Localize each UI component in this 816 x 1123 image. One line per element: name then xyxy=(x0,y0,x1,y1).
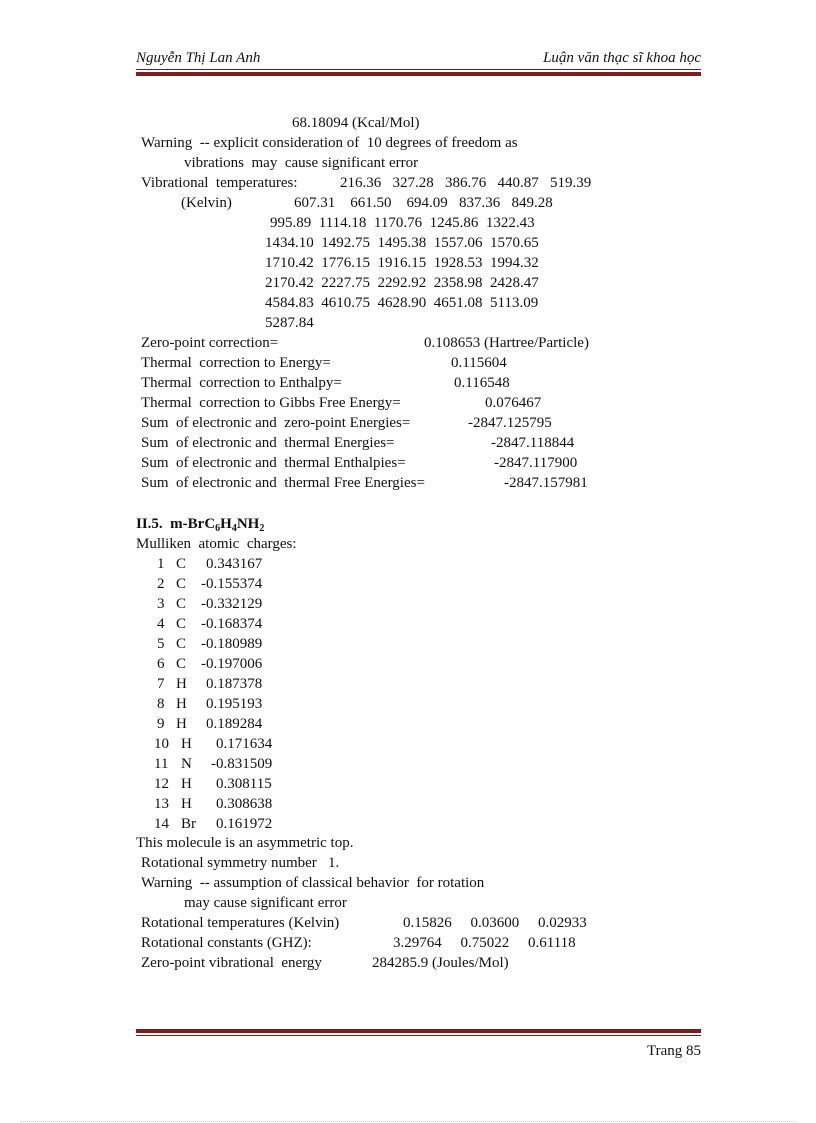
sum-thermal-energies-label: Sum of electronic and thermal Energies= xyxy=(141,435,395,451)
mulliken-atom-charge: -0.831509 xyxy=(211,756,273,772)
mulliken-atom-charge: 0.161972 xyxy=(216,816,273,832)
sum-thermal-free-energies-label: Sum of electronic and thermal Free Energies= xyxy=(141,475,425,491)
vibrational-temperatures-label: Vibrational temperatures: xyxy=(141,175,298,191)
mulliken-atom-index: 14 xyxy=(154,816,169,832)
mulliken-atom-charge: -0.155374 xyxy=(201,576,263,592)
mulliken-atom-element: H xyxy=(176,716,187,732)
mulliken-atom-element: H xyxy=(181,776,192,792)
mulliken-atom-index: 10 xyxy=(154,736,169,752)
zero-point-correction-label: Zero-point correction= xyxy=(141,335,279,351)
mulliken-atom-index: 13 xyxy=(154,796,169,812)
rotation-warning-line-1: Warning -- assumption of classical behavior for rotation xyxy=(141,875,485,891)
page-bottom-border xyxy=(20,1121,796,1122)
mulliken-atom-index: 3 xyxy=(157,596,165,612)
mulliken-atom-charge: -0.332129 xyxy=(201,596,263,612)
mulliken-atom-element: N xyxy=(181,756,192,772)
vibrational-row-6: 2170.42 2227.75 2292.92 2358.98 2428.47 xyxy=(265,275,539,291)
mulliken-atom-element: C xyxy=(176,616,187,632)
mulliken-atom-index: 1 xyxy=(157,556,165,572)
sum-zero-point-value: -2847.125795 xyxy=(468,415,552,431)
section-heading-prefix: II.5. m-BrC xyxy=(136,516,216,532)
heading-nh: NH xyxy=(236,516,260,532)
thermal-gibbs-label: Thermal correction to Gibbs Free Energy= xyxy=(141,395,401,411)
mulliken-atom-index: 12 xyxy=(154,776,169,792)
mulliken-atom-index: 5 xyxy=(157,636,165,652)
header-rule-thick xyxy=(136,72,701,76)
vibrational-row-8: 5287.84 xyxy=(265,315,314,331)
mulliken-atom-index: 7 xyxy=(157,676,165,692)
vibrational-row-4: 1434.10 1492.75 1495.38 1557.06 1570.65 xyxy=(265,235,539,251)
thermal-gibbs-value: 0.076467 xyxy=(485,395,542,411)
asymmetric-top-line: This molecule is an asymmetric top. xyxy=(136,835,354,851)
sum-zero-point-label: Sum of electronic and zero-point Energies= xyxy=(141,415,411,431)
energy-continuation: 68.18094 (Kcal/Mol) xyxy=(292,115,420,131)
mulliken-atom-charge: -0.197006 xyxy=(201,656,263,672)
mulliken-atom-element: H xyxy=(176,696,187,712)
mulliken-atom-element: Br xyxy=(181,816,196,832)
mulliken-atom-charge: 0.195193 xyxy=(206,696,263,712)
mulliken-atom-index: 4 xyxy=(157,616,165,632)
heading-subscript-6: 6 xyxy=(215,523,221,534)
header-author: Nguyễn Thị Lan Anh xyxy=(136,50,261,66)
heading-subscript-2: 2 xyxy=(259,523,265,534)
mulliken-atom-index: 2 xyxy=(157,576,165,592)
sum-thermal-enthalpies-label: Sum of electronic and thermal Enthalpies= xyxy=(141,455,406,471)
sum-thermal-enthalpies-value: -2847.117900 xyxy=(494,455,578,471)
rotational-temperatures-label: Rotational temperatures (Kelvin) xyxy=(141,915,340,931)
mulliken-atom-charge: 0.189284 xyxy=(206,716,263,732)
header-thesis-title: Luận văn thạc sĩ khoa học xyxy=(543,50,701,66)
section-heading xyxy=(136,514,264,534)
heading-h: H xyxy=(220,516,232,532)
mulliken-atom-charge: 0.187378 xyxy=(206,676,263,692)
mulliken-atom-element: C xyxy=(176,636,187,652)
rotational-constants-label: Rotational constants (GHZ): xyxy=(141,935,312,951)
mulliken-atom-element: C xyxy=(176,656,187,672)
warning-line-1: Warning -- explicit consideration of 10 degrees of freedom as xyxy=(141,135,518,151)
mulliken-atom-element: H xyxy=(176,676,187,692)
vibrational-row-7: 4584.83 4610.75 4628.90 4651.08 5113.09 xyxy=(265,295,539,311)
thermal-energy-label: Thermal correction to Energy= xyxy=(141,355,331,371)
header-rule-thin xyxy=(136,69,701,70)
rotation-warning-line-2: may cause significant error xyxy=(184,895,347,911)
mulliken-atom-index: 11 xyxy=(154,756,169,772)
vibrational-row-1: 216.36 327.28 386.76 440.87 519.39 xyxy=(340,175,592,191)
mulliken-atom-element: C xyxy=(176,576,187,592)
mulliken-atom-charge: 0.343167 xyxy=(206,556,263,572)
zero-point-vibrational-energy-value: 284285.9 (Joules/Mol) xyxy=(372,955,509,971)
vibrational-row-2: 607.31 661.50 694.09 837.36 849.28 xyxy=(294,195,553,211)
mulliken-title: Mulliken atomic charges: xyxy=(136,536,297,552)
thermal-energy-value: 0.115604 xyxy=(451,355,507,371)
footer-rule-thick xyxy=(136,1029,701,1033)
heading-subscript-4: 4 xyxy=(231,523,237,534)
mulliken-atom-index: 6 xyxy=(157,656,165,672)
vibrational-row-3: 995.89 1114.18 1170.76 1245.86 1322.43 xyxy=(270,215,535,231)
zero-point-vibrational-energy-label: Zero-point vibrational energy xyxy=(141,955,322,971)
mulliken-atom-element: C xyxy=(176,556,187,572)
thermal-enthalpy-value: 0.116548 xyxy=(454,375,510,391)
page-number: Trang 85 xyxy=(646,1043,701,1059)
mulliken-atom-index: 9 xyxy=(157,716,165,732)
rotational-constants-values: 3.29764 0.75022 0.61118 xyxy=(393,935,576,951)
sum-thermal-free-energies-value: -2847.157981 xyxy=(504,475,588,491)
thermal-enthalpy-label: Thermal correction to Enthalpy= xyxy=(141,375,342,391)
mulliken-atom-element: C xyxy=(176,596,187,612)
mulliken-atom-element: H xyxy=(181,796,192,812)
rotational-symmetry-line: Rotational symmetry number 1. xyxy=(141,855,340,871)
rotational-temperatures-values: 0.15826 0.03600 0.02933 xyxy=(403,915,587,931)
mulliken-atom-element: H xyxy=(181,736,192,752)
kelvin-label: (Kelvin) xyxy=(181,195,232,211)
warning-line-2: vibrations may cause significant error xyxy=(184,155,419,171)
zero-point-correction-value: 0.108653 (Hartree/Particle) xyxy=(424,335,589,351)
mulliken-atom-charge: 0.308115 xyxy=(216,776,272,792)
mulliken-atom-charge: 0.171634 xyxy=(216,736,273,752)
mulliken-atom-index: 8 xyxy=(157,696,165,712)
vibrational-row-5: 1710.42 1776.15 1916.15 1928.53 1994.32 xyxy=(265,255,539,271)
sum-thermal-energies-value: -2847.118844 xyxy=(491,435,575,451)
mulliken-atom-charge: -0.168374 xyxy=(201,616,263,632)
mulliken-atom-charge: -0.180989 xyxy=(201,636,263,652)
mulliken-atom-charge: 0.308638 xyxy=(216,796,273,812)
footer-rule-thin xyxy=(136,1035,701,1036)
